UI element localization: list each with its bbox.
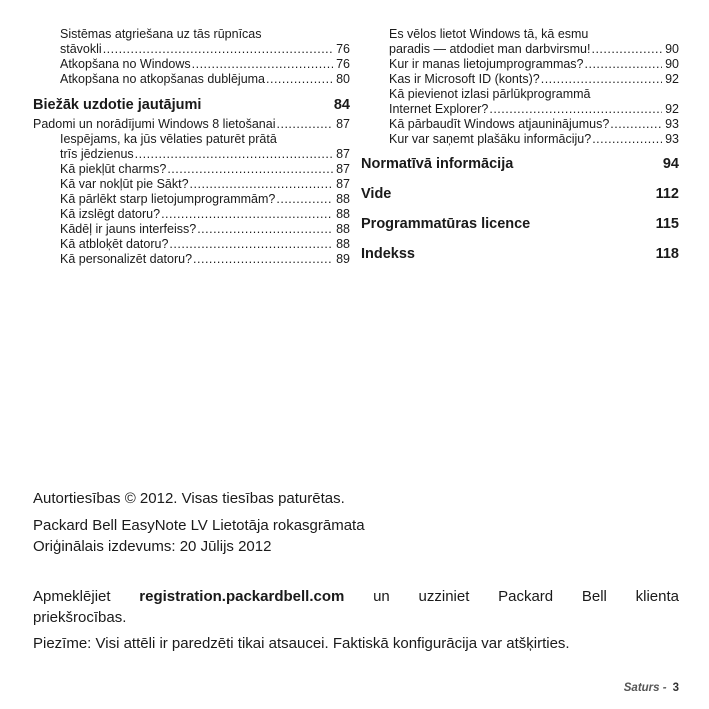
toc-entry[interactable]: Atkopšana no Windows ..... 76 <box>33 57 350 72</box>
page-number: 92 <box>665 72 679 86</box>
page-number: 87 <box>336 147 350 161</box>
page-number: 88 <box>336 192 350 206</box>
toc-entry[interactable]: Padomi un norādījumi Windows 8 lietošanai ..... 87 <box>33 117 350 132</box>
toc-entry[interactable]: Kādēļ ir jauns interfeiss? ..... 88 <box>33 222 350 237</box>
toc-entry[interactable]: Iespējams, ka jūs vēlaties paturēt prātā <box>60 132 277 146</box>
toc-entry[interactable]: Kā var nokļūt pie Sākt? ..... 87 <box>33 177 350 192</box>
registration-link[interactable]: registration.packardbell.com <box>139 588 345 605</box>
note-text: Piezīme: Visi attēli ir paredzēti tikai atsaucei. Faktiskā konfigurācija var atšķirties. <box>33 635 570 652</box>
toc-section-heading[interactable]: Programmatūras licence 115 <box>361 216 679 232</box>
toc-entry[interactable]: Kā pievienot izlasi pārlūkprogrammā <box>389 87 591 101</box>
page-number: 93 <box>665 117 679 131</box>
toc-section-heading[interactable]: Normatīvā informācija 94 <box>361 156 679 172</box>
edition-date: Oriģinālais izdevums: 20 Jūlijs 2012 <box>33 538 272 555</box>
footer-label: Saturs - <box>623 682 667 694</box>
page-number: 88 <box>336 237 350 251</box>
page-number: 88 <box>336 207 350 221</box>
page-number: 76 <box>336 57 350 71</box>
page-number: 87 <box>336 162 350 176</box>
toc-entry[interactable]: Kur ir manas lietojumprogrammas? ..... 90 <box>361 57 679 72</box>
page-number: 112 <box>655 186 679 202</box>
page-number: 84 <box>333 97 350 113</box>
toc-entry[interactable]: Internet Explorer? ..... 92 <box>361 102 679 117</box>
page-number: 89 <box>336 252 350 266</box>
toc-entry[interactable]: Sistēmas atgriešana uz tās rūpnīcas <box>60 27 262 41</box>
copyright-text: Autortiesības © 2012. Visas tiesības paturētas. <box>33 490 345 507</box>
page-number: 94 <box>662 156 679 172</box>
guide-title: Packard Bell EasyNote LV Lietotāja rokasgrāmata <box>33 517 365 534</box>
page-footer <box>624 682 679 694</box>
toc-entry[interactable]: stāvokli ..... 76 <box>33 42 350 57</box>
page-number: 93 <box>665 132 679 146</box>
toc-entry[interactable]: Kur var saņemt plašāku informāciju? ..... 93 <box>361 132 679 147</box>
page-number: 87 <box>336 117 350 131</box>
toc-left-column <box>33 27 350 267</box>
toc-entry[interactable]: Kā pārbaudīt Windows atjauninājumus? ..... 93 <box>361 117 679 132</box>
toc-entry[interactable]: Kā piekļūt charms? ..... 87 <box>33 162 350 177</box>
toc-right-column <box>361 27 679 267</box>
toc-entry[interactable]: Kā izslēgt datoru? ..... 88 <box>33 207 350 222</box>
registration-paragraph: Apmeklējiet registration.packardbell.com un uzziniet Packard Bell klienta priekšrocības. <box>33 588 679 626</box>
page-number: 90 <box>665 42 679 56</box>
page-number: 76 <box>336 42 350 56</box>
toc-entry[interactable]: trīs jēdzienus ..... 87 <box>33 147 350 162</box>
toc-entry[interactable]: Kā pārlēkt starp lietojumprogrammām? ..... 88 <box>33 192 350 207</box>
page-number: 90 <box>665 57 679 71</box>
toc-entry[interactable]: Kas ir Microsoft ID (konts)? ..... 92 <box>361 72 679 87</box>
footer-page-number: 3 <box>672 682 679 694</box>
toc-section-heading[interactable]: Biežāk uzdotie jautājumi 84 <box>33 97 350 113</box>
page-number: 118 <box>655 246 679 262</box>
toc-entry[interactable]: Es vēlos lietot Windows tā, kā esmu <box>389 27 589 41</box>
page-number: 87 <box>336 177 350 191</box>
page-number: 92 <box>665 102 679 116</box>
toc-entry[interactable]: Kā personalizēt datoru? ..... 89 <box>33 252 350 267</box>
toc-section-heading[interactable]: Indekss 118 <box>361 246 679 262</box>
toc-entry[interactable]: Atkopšana no atkopšanas dublējuma ..... 80 <box>33 72 350 87</box>
page-number: 115 <box>655 216 679 232</box>
toc-section-heading[interactable]: Vide 112 <box>361 186 679 202</box>
toc-entry[interactable]: Kā atbloķēt datoru? ..... 88 <box>33 237 350 252</box>
toc-entry[interactable]: paradis — atdodiet man darbvirsmu! ..... 90 <box>361 42 679 57</box>
page-number: 80 <box>336 72 350 86</box>
page-number: 88 <box>336 222 350 236</box>
